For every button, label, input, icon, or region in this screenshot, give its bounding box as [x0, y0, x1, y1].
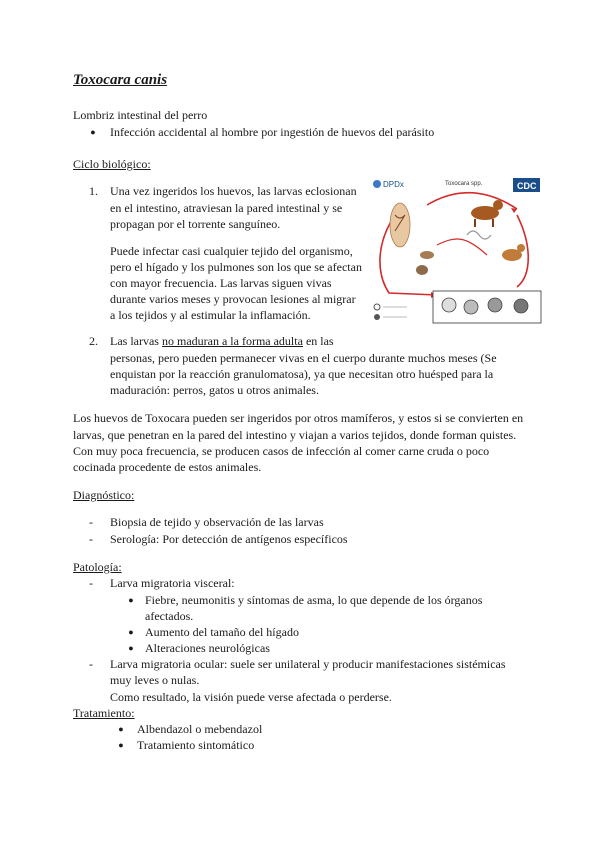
egg-icon-3 — [488, 298, 502, 312]
bullet-dot: ● — [118, 724, 124, 734]
ciclo-heading: Ciclo biológico: — [73, 157, 151, 171]
item1-number: 1. — [89, 184, 98, 198]
dpdx-label: DPDx — [383, 180, 404, 189]
patologia-sub-2: Aumento del tamaño del hígado — [145, 625, 299, 639]
cycle-arrow-top — [427, 193, 517, 209]
patologia-heading: Patología: — [73, 560, 122, 574]
item1-line-1: Una vez ingeridos los huevos, las larvas eclosionan — [110, 184, 357, 198]
page-title: Toxocara canis — [73, 72, 168, 88]
bullet-dot: ● — [90, 127, 96, 137]
paragraph-line-3: Con muy poca frecuencia, se producen casos de infección al comer carne cruda o poco — [73, 444, 490, 458]
egg-icon-1 — [442, 298, 456, 312]
intro-text: Lombriz intestinal del perro — [73, 108, 208, 122]
item1-para2-line-5: a los tejidos y al estimular la inflamación. — [110, 308, 311, 322]
rabbit-icon — [416, 265, 428, 275]
rodent-icon — [420, 251, 434, 259]
dash-marker: - — [89, 532, 93, 546]
tratamiento-item-1: Albendazol o mebendazol — [137, 722, 263, 736]
item2-line-3: maduración: perros, gatos u otros animales. — [110, 383, 319, 397]
patologia-sub-3: Alteraciones neurológicas — [145, 641, 270, 655]
patologia-ocular-1: Larva migratoria ocular: suele ser unilateral y producir manifestaciones sistémicas — [110, 657, 506, 671]
legend-infective-icon — [374, 304, 380, 310]
item1-line-2: en el intestino, atraviesan la pared intestinal y se — [110, 201, 343, 215]
item1-para2-line-4: durante varios meses y provocan lesiones al migrar — [110, 292, 356, 306]
item1-para2-line-3: con mayor frecuencia. Las larvas siguen vivas — [110, 276, 332, 290]
dash-marker: - — [89, 657, 93, 671]
patologia-visceral: Larva migratoria visceral: — [110, 576, 235, 590]
human-figure-icon — [390, 203, 410, 247]
patologia-sub-1: Fiebre, neumonitis y síntomas de asma, lo que depende de los órganos — [145, 593, 483, 607]
item2-prefix: Las larvas — [110, 334, 162, 348]
paragraph-line-4: cocinada procedente de estos animales. — [73, 460, 262, 474]
egg-icon-4 — [514, 299, 528, 313]
item2-underlined: no maduran a la forma adulta — [161, 334, 303, 348]
item2-line-1: personas, pero pueden permanecer vivas en el cuerpo durante muchos meses (Se — [110, 351, 497, 365]
diagram-species-label: Toxocara spp. — [445, 181, 483, 187]
item1-line-3: propagan por el torrente sanguíneo. — [110, 217, 281, 231]
patologia-ocular-3: Como resultado, la visión puede verse afectada o perderse. — [110, 690, 392, 704]
egg-icon-2 — [464, 300, 478, 314]
patologia-sub-1-cont: afectados. — [145, 609, 194, 623]
life-cycle-svg — [367, 175, 543, 325]
bullet-dot: ● — [128, 643, 134, 653]
item2-number: 2. — [89, 334, 98, 348]
item1-para2-line-2: pero el hígado y los pulmones son los que se afectan — [110, 260, 362, 274]
tratamiento-heading: Tratamiento: — [73, 706, 135, 720]
item1-para2-line-1: Puede infectar casi cualquier tejido del organismo, — [110, 244, 353, 258]
worm-icon — [467, 231, 491, 239]
dash-marker: - — [89, 515, 93, 529]
bullet-dot: ● — [128, 627, 134, 637]
diagnostico-item-2: Serología: Por detección de antígenos específicos — [110, 532, 348, 546]
paragraph-line-2: larvas, que penetran en la pared del intestino y viajan a varios tejidos, donde forman quistes. — [73, 428, 517, 442]
legend-diagnostic-icon — [374, 314, 380, 320]
bullet-dot: ● — [118, 740, 124, 750]
item2-first-line — [110, 333, 334, 350]
patologia-ocular-2: muy leves o nulas. — [110, 673, 200, 687]
item2-line-2: enquistan por la reacción granulomatosa), ya que necesitan otro huésped para la — [110, 367, 494, 381]
tratamiento-item-2: Tratamiento sintomático — [137, 738, 255, 752]
dash-marker: - — [89, 576, 93, 590]
life-cycle-diagram — [367, 175, 543, 325]
cycle-arrow-inner — [437, 239, 487, 255]
cdc-label: CDC — [517, 181, 537, 191]
intro-bullet: Infección accidental al hombre por ingestión de huevos del parásito — [110, 125, 435, 139]
item2-suffix: en las — [302, 334, 334, 348]
diagnostico-item-1: Biopsia de tejido y observación de las larvas — [110, 515, 324, 529]
bullet-dot: ● — [128, 595, 134, 605]
diagnostico-heading: Diagnóstico: — [73, 488, 135, 502]
paragraph-line-1: Los huevos de Toxocara pueden ser ingeridos por otros mamíferos, y estos si se convierten en — [73, 411, 524, 425]
dpdx-logo-icon — [373, 180, 381, 188]
